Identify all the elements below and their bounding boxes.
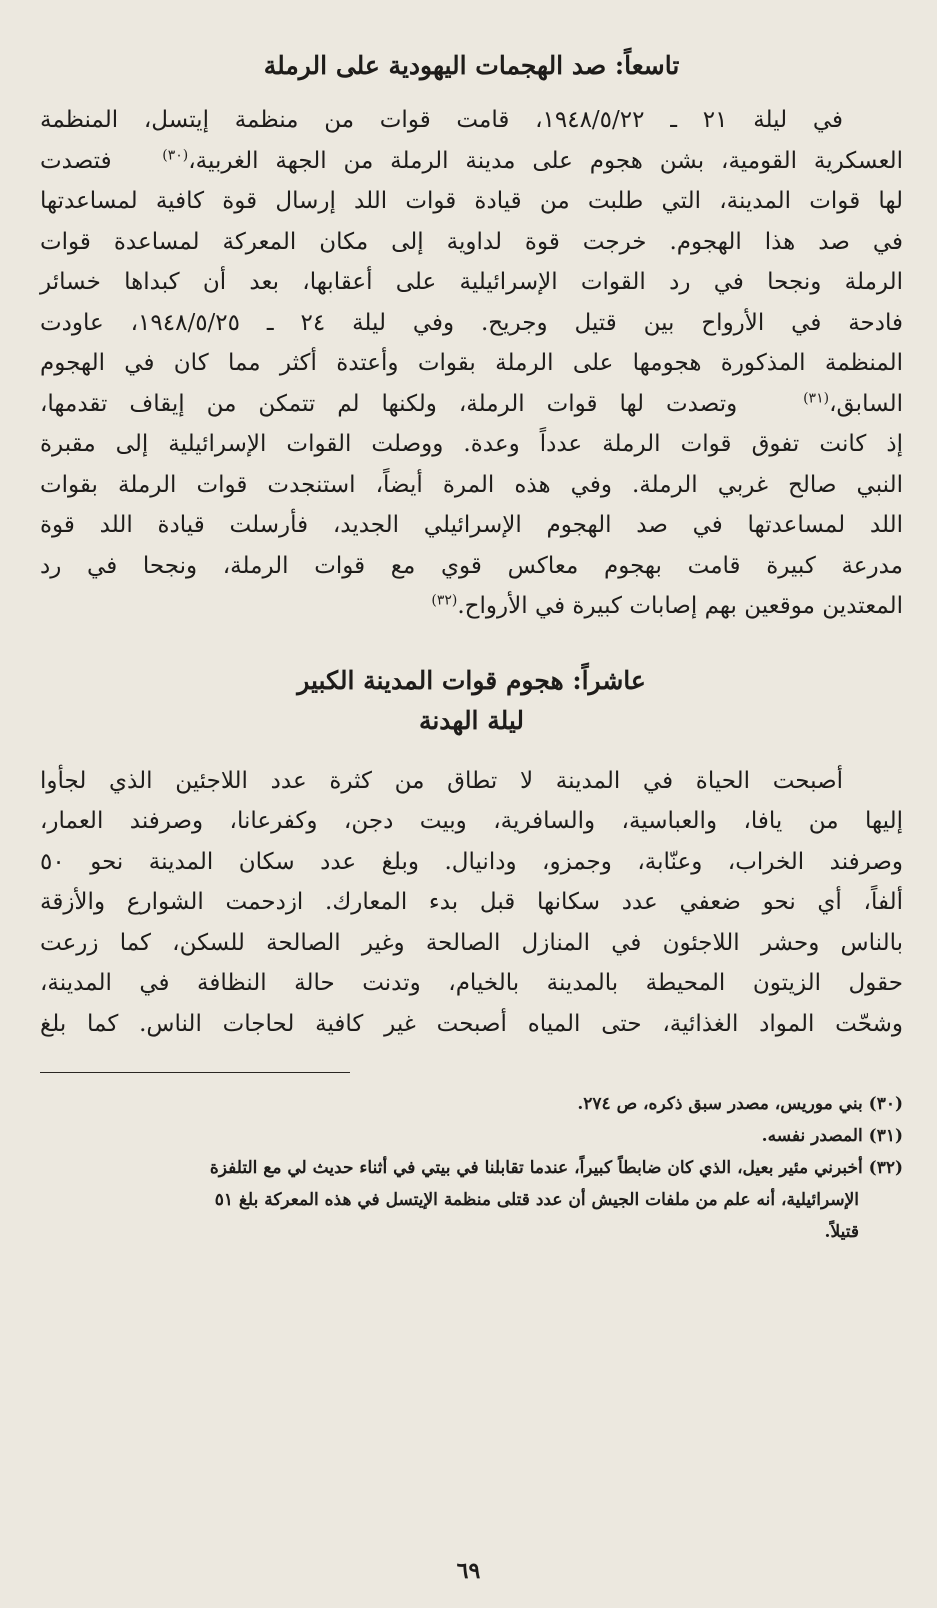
footnote-text: الإسرائيلية، أنه علم من ملفات الجيش أن عدد قتلى منظمة الإيتسل في هذه المعركة بلغ ٥١ [214, 1190, 859, 1210]
footnote-ref-32: (٣٢) [431, 592, 458, 609]
footnote-32-continued [40, 1184, 903, 1216]
footnote-32-continued [40, 1216, 903, 1248]
footnote-32 [40, 1152, 903, 1184]
footnote-31 [40, 1120, 903, 1152]
paragraph-line: أصبحت الحياة في المدينة لا تطاق من كثرة عدد اللاجئين الذي لجأوا [40, 767, 843, 794]
footnote-number: (٣٢) [868, 1158, 903, 1178]
footnote-text: المصدر نفسه. [761, 1126, 863, 1146]
paragraph-line: اللد لمساعدتها في صد الهجوم الإسرائيلي الجديد، فأرسلت قيادة اللد قوة [40, 512, 903, 538]
paragraph-line: حقول الزيتون المحيطة بالمدينة بالخيام، وتدنت حالة النظافة في المدينة، [40, 970, 903, 996]
footnote-text: بني موريس، مصدر سبق ذكره، ص ٢٧٤. [577, 1094, 863, 1114]
footnote-text: أخبرني مئير بعيل، الذي كان ضابطاً كبيراً، عندما تقابلنا في بيتي في أثناء حديث لي مع التلفزة [209, 1158, 863, 1178]
footnote-number: (٣١) [868, 1126, 903, 1146]
paragraph-text: السابق، [829, 390, 903, 417]
paragraph-line: مدرعة كبيرة قامت بهجوم معاكس قوي مع قوات الرملة، ونجحا في رد [40, 552, 903, 579]
paragraph-line: في ليلة ٢١ ـ ١٩٤٨/٥/٢٢، قامت قوات من منظمة إيتسل، المنظمة [40, 107, 843, 133]
paragraph-line: النبي صالح غربي الرملة. وفي هذه المرة أيضاً، استنجدت قوات الرملة بقوات [40, 471, 903, 498]
page-number: ٦٩ [456, 1558, 481, 1584]
paragraph-line [40, 384, 903, 425]
paragraph-line: المنظمة المذكورة هجومها على الرملة بقوات وأعتدة أكثر مما كان في الهجوم [40, 350, 903, 376]
paragraph-line: إذ كانت تفوق قوات الرملة عدداً وعدة. ووصلت القوات الإسرائيلية إلى مقبرة [40, 431, 903, 457]
section-10-subtitle: ليلة الهدنة [418, 705, 525, 735]
footnote-separator [40, 1044, 903, 1084]
footnote-ref-30: (٣٠) [162, 146, 189, 163]
paragraph-line: الرملة ونجحا في رد القوات الإسرائيلية على أعقابها، بعد أن كبداها خسائر [40, 269, 903, 295]
paragraph-text: وتصدت لها قوات الرملة، ولكنها لم تتمكن من إيقاف تقدمها، [40, 390, 738, 417]
separator-line [40, 1072, 350, 1073]
footnote-ref-31: (٣١) [803, 389, 830, 406]
section-10-title: عاشراً: هجوم قوات المدينة الكبير [297, 665, 646, 695]
paragraph-line: بالناس وحشر اللاجئون في المنازل الصالحة وغير الصالحة للسكن، كما زرعت [40, 929, 903, 956]
footnote-30 [40, 1088, 903, 1120]
section-9-paragraph [40, 100, 903, 627]
section-10-paragraph [40, 761, 903, 1045]
paragraph-line [40, 586, 903, 627]
footnote-text: قتيلاً. [824, 1222, 859, 1242]
paragraph-text: العسكرية القومية، بشن هجوم على مدينة الرملة من الجهة الغربية، [188, 147, 903, 174]
paragraph-line [40, 141, 903, 182]
paragraph-text: المعتدين موقعين بهم إصابات كبيرة في الأرواح. [457, 593, 903, 619]
paragraph-line: إليها من يافا، والعباسية، والسافرية، وبيت دجن، وكفرعانا، وصرفند العمار، [40, 808, 903, 834]
paragraph-text: فتصدت [40, 147, 112, 174]
paragraph-line: وشحّت المواد الغذائية، حتى المياه أصبحت غير كافية لحاجات الناس. كما بلغ [40, 1010, 903, 1037]
paragraph-line: فادحة في الأرواح بين قتيل وجريح. وفي ليلة ٢٤ ـ ١٩٤٨/٥/٢٥، عاودت [40, 309, 903, 336]
footnote-number: (٣٠) [868, 1094, 903, 1114]
paragraph-line: لها قوات المدينة، التي طلبت من قيادة قوات اللد إرسال قوة كافية لمساعدتها [40, 188, 903, 214]
paragraph-line: وصرفند الخراب، وعنّابة، وجمزو، ودانيال. وبلغ عدد سكان المدينة نحو ٥٠ [40, 848, 903, 875]
footnotes [40, 1088, 903, 1248]
paragraph-line: في صد هذا الهجوم. خرجت قوة لداوية إلى مكان المعركة لمساعدة قوات [40, 228, 903, 255]
paragraph-line: ألفاً، أي نحو ضعفي عدد سكانها قبل بدء المعارك. ازدحمت الشوارع والأزقة [40, 889, 903, 915]
section-9-title: تاسعاً: صد الهجمات اليهودية على الرملة [263, 51, 680, 80]
